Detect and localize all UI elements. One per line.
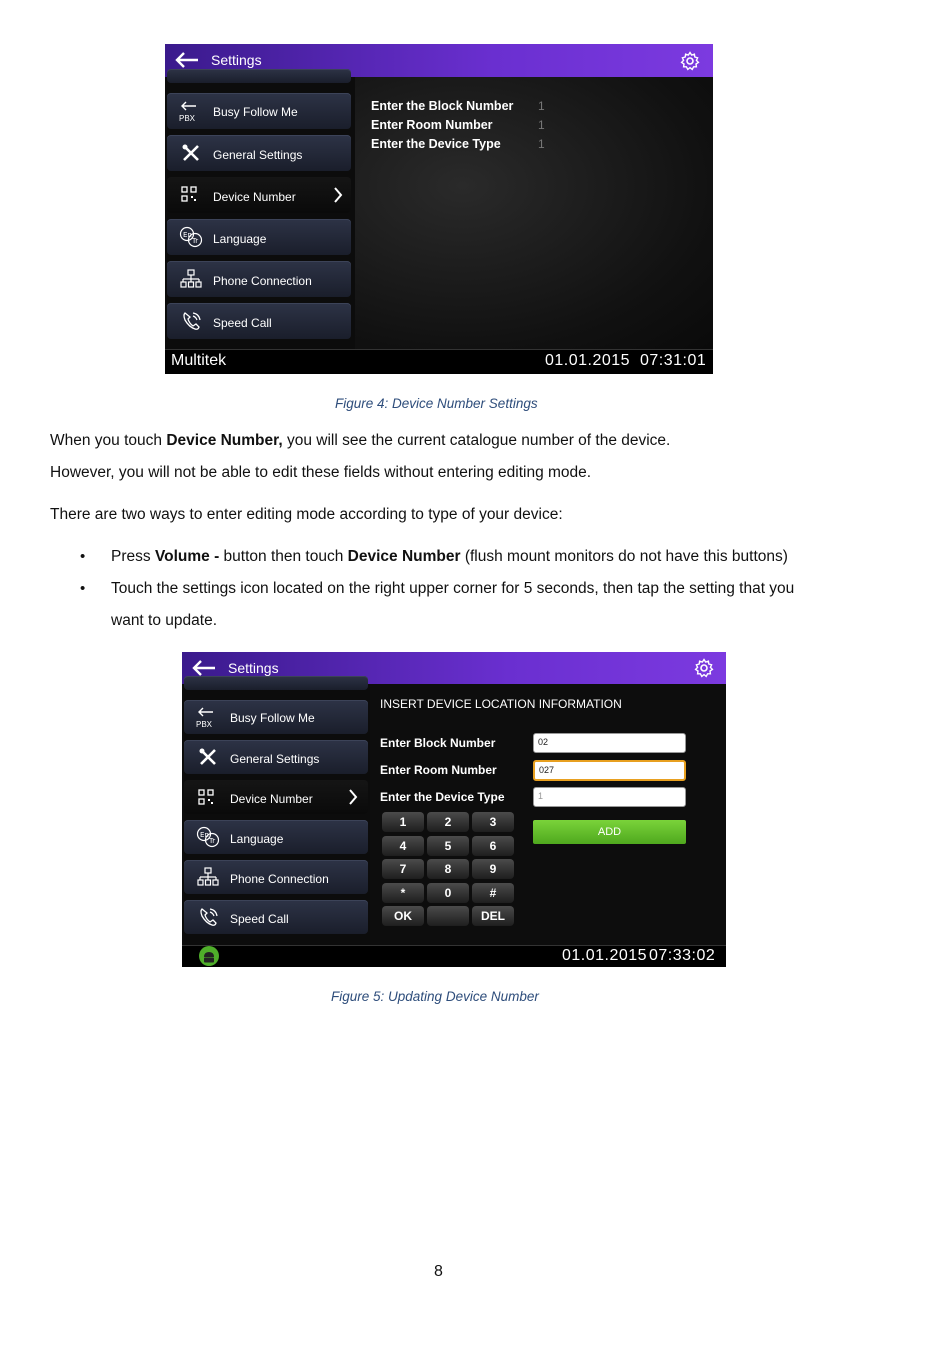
bullet-marker: •	[80, 580, 86, 597]
phone-icon	[198, 906, 220, 928]
sidebar-item-phone-connection[interactable]	[184, 860, 368, 894]
p1-post: you will see the current catalogue number of the device.	[282, 432, 671, 449]
figure4-caption: Figure 4: Device Number Settings	[335, 396, 538, 411]
keypad-key[interactable]: 5	[427, 836, 469, 856]
room-number-value: 1	[538, 118, 545, 132]
gear-icon[interactable]	[694, 658, 714, 678]
pbx-arrow-icon	[181, 101, 197, 111]
keypad-key[interactable]: DEL	[472, 906, 514, 926]
sidebar-item-language[interactable]	[167, 219, 351, 255]
keypad-key[interactable]: 4	[382, 836, 424, 856]
keypad-key-blank[interactable]	[427, 906, 469, 926]
keypad-key[interactable]: OK	[382, 906, 424, 926]
settings-sidebar	[165, 77, 355, 349]
status-bar	[165, 349, 713, 374]
pbx-text: PBX	[179, 114, 196, 123]
keypad-key[interactable]: 7	[382, 859, 424, 879]
android-icon[interactable]	[198, 945, 220, 967]
b1-c: button then touch	[219, 548, 348, 565]
b1-d: Device Number	[347, 548, 461, 565]
keypad	[382, 812, 516, 930]
block-number-input[interactable]: 02	[533, 733, 686, 753]
topbar-title: Settings	[228, 660, 279, 676]
sidebar-item-label: Language	[230, 832, 284, 846]
paragraph-3: There are two ways to enter editing mode according to type of your device:	[50, 506, 563, 523]
back-arrow-icon[interactable]	[175, 52, 199, 68]
chevron-right-icon	[333, 187, 343, 203]
bullet-marker: •	[80, 548, 86, 565]
svg-text:Tr: Tr	[209, 837, 216, 845]
sidebar-item-label: Busy Follow Me	[213, 105, 298, 119]
device-type-label: Enter the Device Type	[380, 790, 505, 804]
svg-text:Tr: Tr	[192, 237, 199, 245]
figure5-screen	[182, 652, 726, 967]
keypad-key[interactable]: 2	[427, 812, 469, 832]
qr-grid-icon	[198, 789, 214, 805]
chevron-right-icon	[348, 789, 358, 805]
sidebar-item-label: General Settings	[213, 148, 303, 162]
status-time: 07:33:02	[649, 947, 716, 964]
figure4-screen	[165, 44, 713, 374]
sidebar-item-speed-call[interactable]	[167, 303, 351, 339]
brand-label: Multitek	[171, 352, 227, 369]
phone-icon	[181, 310, 203, 332]
sidebar-item-label: Phone Connection	[213, 274, 312, 288]
keypad-key[interactable]: 6	[472, 836, 514, 856]
sidebar-item-language[interactable]	[184, 820, 368, 854]
block-number-value: 1	[538, 99, 545, 113]
status-date: 01.01.2015	[545, 352, 631, 369]
page-number: 8	[434, 1263, 443, 1280]
block-number-label: Enter Block Number	[380, 736, 496, 750]
settings-sidebar	[182, 684, 370, 946]
svg-text:En: En	[183, 231, 192, 239]
pbx-arrow-icon	[198, 707, 214, 717]
gear-icon[interactable]	[680, 51, 700, 71]
section-heading: INSERT DEVICE LOCATION INFORMATION	[380, 697, 622, 711]
bullet-2-line-1: Touch the settings icon located on the right upper corner for 5 seconds, then tap the setting that you	[111, 580, 795, 597]
sidebar-item-label: General Settings	[230, 752, 320, 766]
room-number-label: Enter Room Number	[380, 763, 497, 777]
keypad-key[interactable]: *	[382, 883, 424, 903]
keypad-key[interactable]: 9	[472, 859, 514, 879]
back-arrow-icon[interactable]	[192, 660, 216, 676]
sidebar-item-partial[interactable]	[184, 676, 368, 690]
sidebar-item-label: Speed Call	[213, 316, 272, 330]
tools-icon	[198, 747, 218, 767]
sidebar-item-label: Device Number	[213, 190, 296, 204]
sidebar-item-label: Language	[213, 232, 267, 246]
device-type-label: Enter the Device Type	[371, 137, 501, 151]
bullet-1	[111, 548, 788, 566]
p1-pre: When you touch	[50, 432, 167, 449]
keypad-key[interactable]: 1	[382, 812, 424, 832]
tools-icon	[181, 143, 201, 163]
svg-text:En: En	[200, 831, 209, 839]
sidebar-item-device-number[interactable]	[167, 177, 351, 213]
b1-b: Volume -	[154, 548, 220, 565]
b1-a: Press	[111, 548, 155, 565]
qr-grid-icon	[181, 186, 197, 202]
p1-bold: Device Number,	[166, 432, 283, 449]
language-icon	[179, 226, 203, 248]
status-date: 01.01.2015	[562, 947, 648, 964]
sidebar-item-label: Phone Connection	[230, 872, 329, 886]
bullet-2-line-2: want to update.	[111, 612, 217, 629]
keypad-key[interactable]: 3	[472, 812, 514, 832]
network-icon	[180, 269, 202, 289]
add-button[interactable]: ADD	[533, 820, 686, 844]
device-type-value: 1	[538, 137, 545, 151]
sidebar-item-busy-follow-me[interactable]	[184, 700, 368, 734]
topbar-title: Settings	[211, 52, 262, 68]
figure5-caption: Figure 5: Updating Device Number	[331, 989, 539, 1004]
network-icon	[197, 867, 219, 887]
sidebar-item-device-number[interactable]	[184, 780, 368, 814]
room-number-label: Enter Room Number	[371, 118, 493, 132]
keypad-key[interactable]: 8	[427, 859, 469, 879]
sidebar-item-label: Device Number	[230, 792, 313, 806]
sidebar-item-label: Speed Call	[230, 912, 289, 926]
keypad-key[interactable]: #	[472, 883, 514, 903]
sidebar-item-general-settings[interactable]	[167, 135, 351, 171]
paragraph-1	[50, 432, 670, 450]
language-icon	[196, 826, 220, 848]
sidebar-item-label: Busy Follow Me	[230, 711, 315, 725]
sidebar-item-partial[interactable]	[167, 69, 351, 83]
paragraph-2: However, you will not be able to edit these fields without entering editing mode.	[50, 464, 592, 481]
pbx-text: PBX	[196, 720, 213, 729]
sidebar-item-speed-call[interactable]	[184, 900, 368, 934]
sidebar-item-busy-follow-me[interactable]	[167, 93, 351, 129]
room-number-input[interactable]: 027	[533, 760, 686, 781]
status-time: 07:31:01	[640, 352, 707, 369]
keypad-key[interactable]: 0	[427, 883, 469, 903]
sidebar-item-general-settings[interactable]	[184, 740, 368, 774]
status-bar	[182, 945, 726, 967]
device-type-input[interactable]: 1	[533, 787, 686, 807]
block-number-label: Enter the Block Number	[371, 99, 514, 113]
b1-e: (flush mount monitors do not have this buttons)	[460, 548, 788, 565]
sidebar-item-phone-connection[interactable]	[167, 261, 351, 297]
